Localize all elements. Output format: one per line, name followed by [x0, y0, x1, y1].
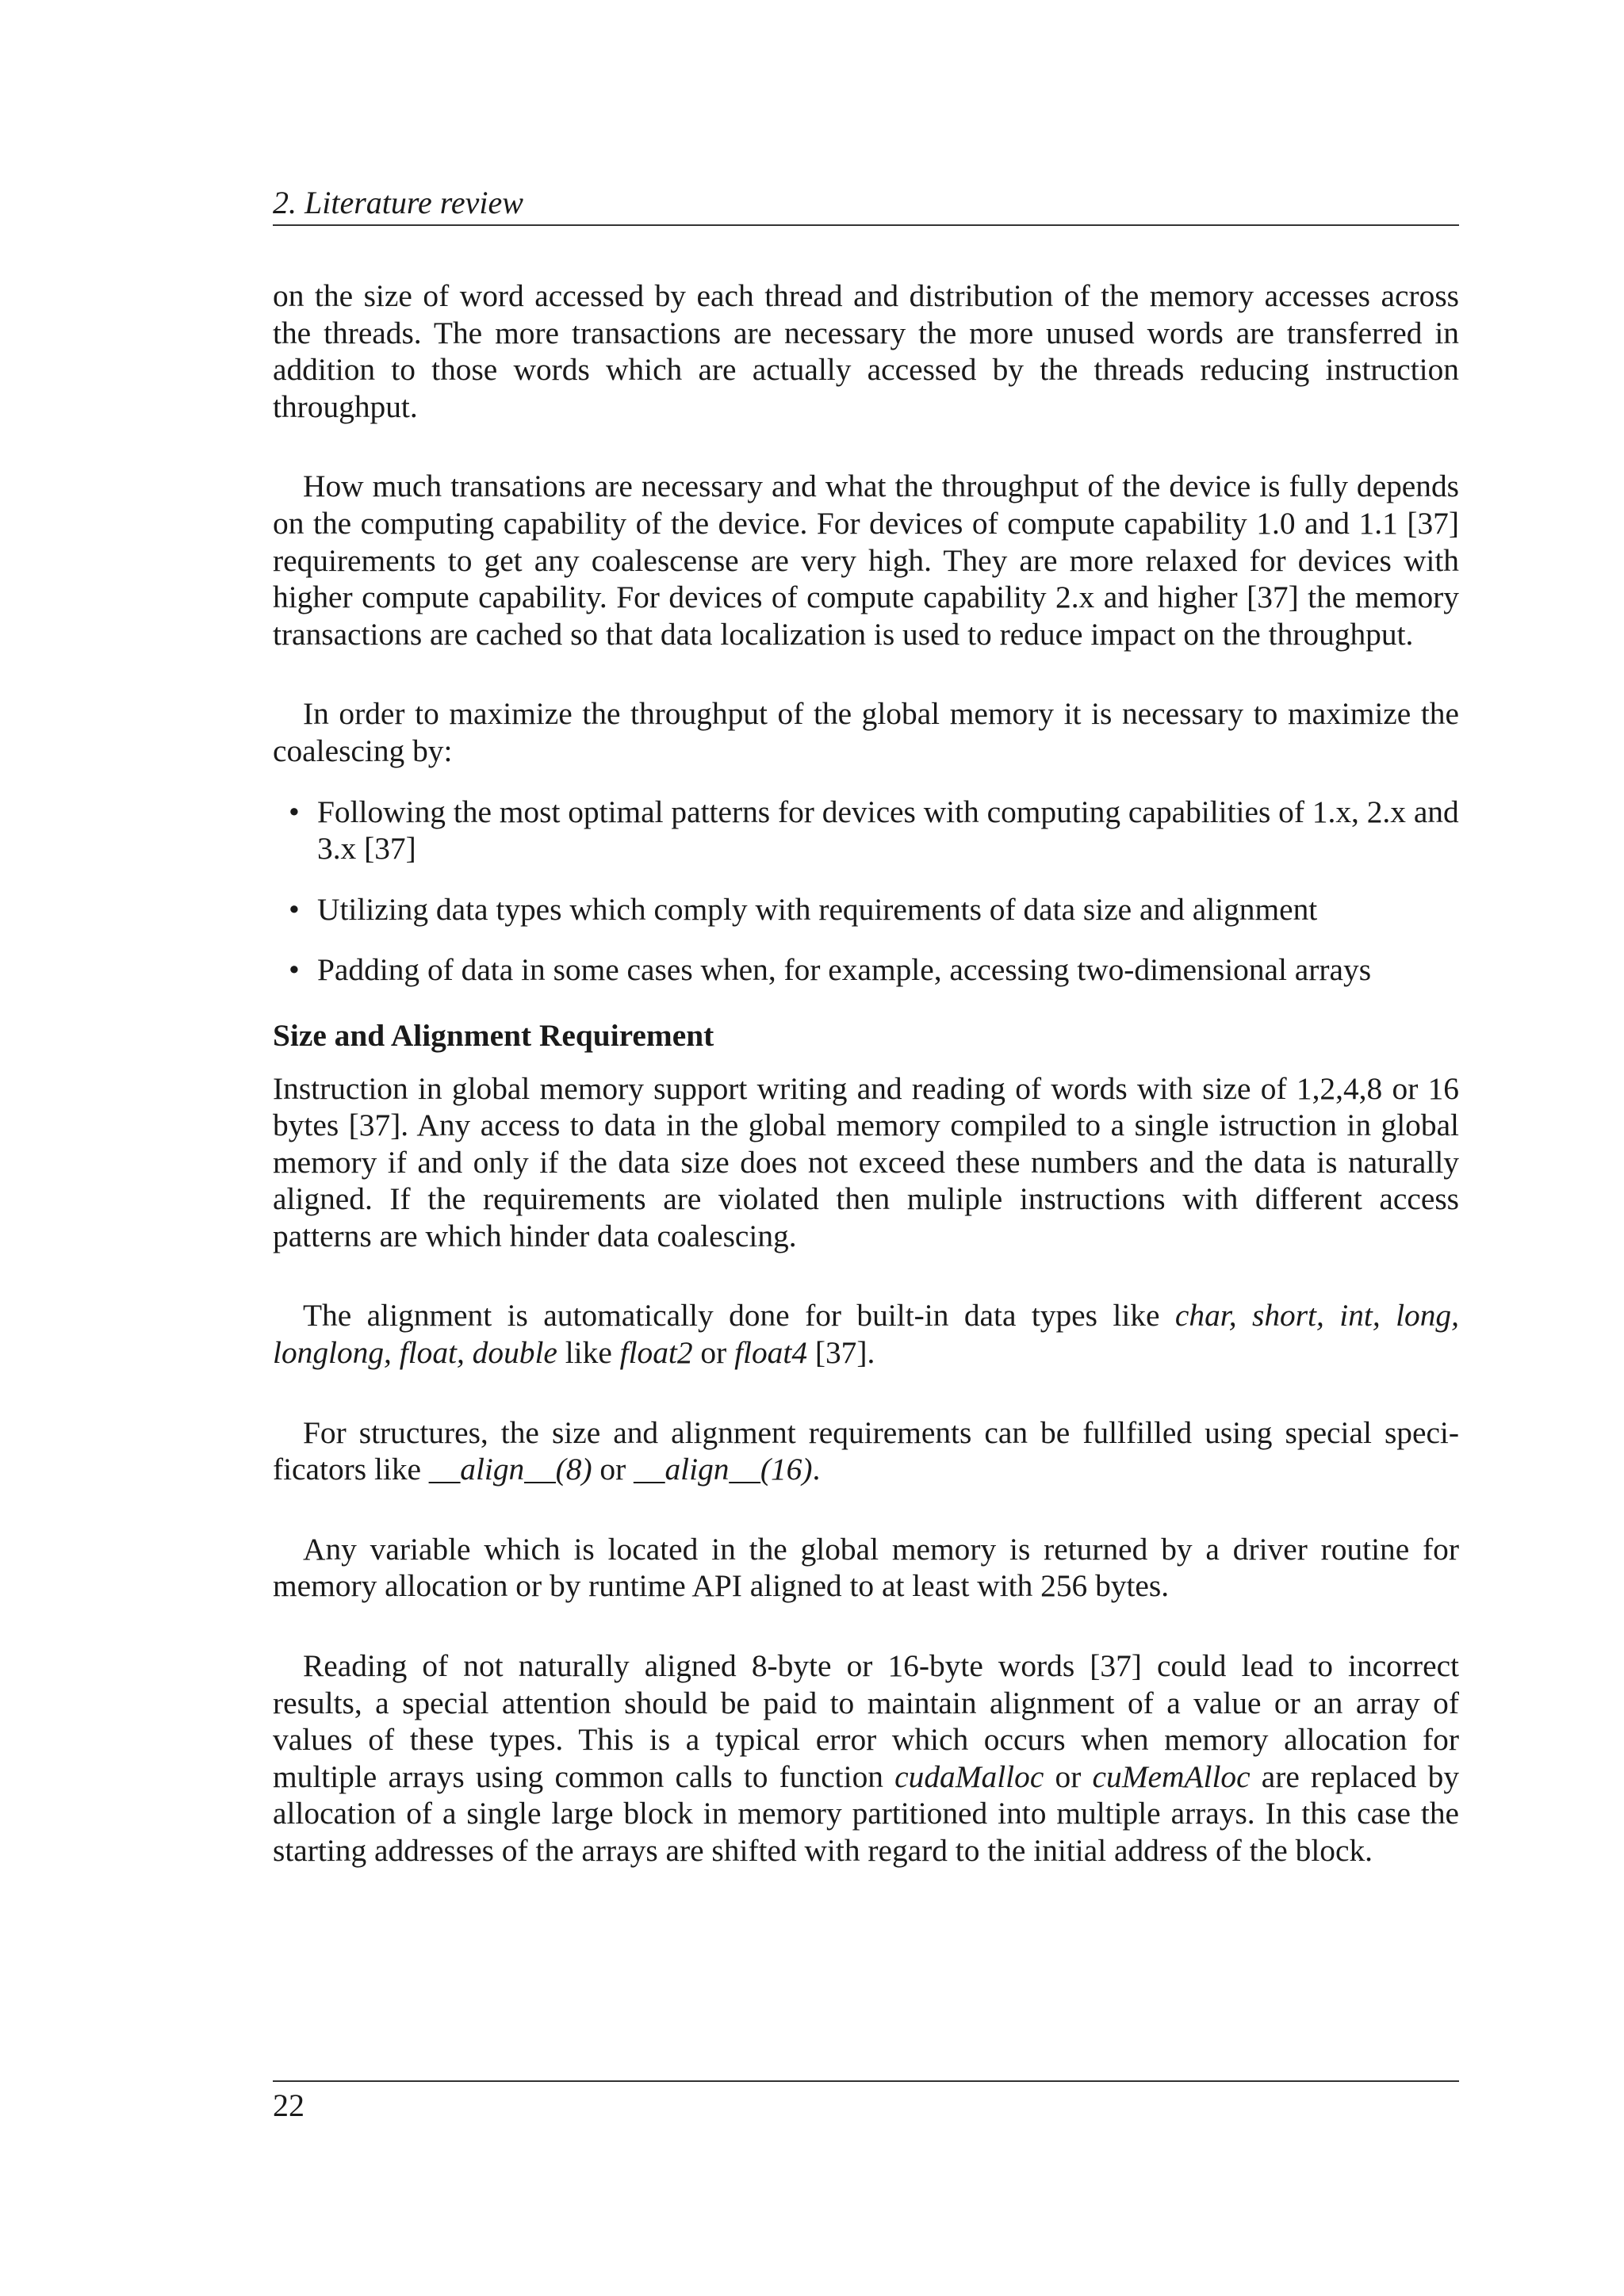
p8-text-b: or: [1044, 1758, 1093, 1794]
paragraph-6: [273, 1414, 1459, 1488]
p8-cudaMalloc: cudaMalloc: [894, 1758, 1044, 1794]
p5-float2: float2: [619, 1335, 693, 1371]
running-header: 2. Literature review: [273, 185, 523, 220]
header-rule: [273, 224, 1459, 226]
paragraph-7: Any variable which is located in the global memory is returned by a driver routine for memory allocation or by runtime API aligned to at least with 256 bytes.: [273, 1531, 1459, 1604]
p6-text-c: .: [812, 1452, 821, 1487]
bullet-item-1: [289, 794, 1459, 867]
p5-float4: float4: [734, 1335, 808, 1371]
bullet-text-3: Padding of data in some cases when, for example, accessing two-dimensional arrays: [317, 952, 1372, 988]
p6-align16: __align__(16): [634, 1452, 813, 1487]
paragraph-3: In order to maximize the throughput of the global memory it is necessary to maximize the coalescing by:: [273, 696, 1459, 768]
document-page: [273, 0, 1459, 2296]
bullet-marker: •: [289, 952, 300, 988]
bullet-marker: •: [289, 891, 300, 927]
paragraph-5: [273, 1297, 1459, 1371]
paragraph-2: How much transations are necessary and what the throughput of the device is fully depends on the computing capability of the device. For devices of compute capability 1.0 and 1.1 [37] requirements to get any coalescense are very high. They are more relaxed for devices with higher compute capability. For devices of compute capability 2.x and higher [37] the memory transactions are cached so that data localization is used to reduce impact on the throughput.: [273, 469, 1459, 652]
p8-cuMemAlloc: cuMemAlloc: [1092, 1758, 1251, 1794]
paragraph-8: [273, 1647, 1459, 1869]
p6-align8: __align__(8): [428, 1452, 592, 1487]
footer-rule: [273, 2080, 1459, 2082]
bullet-list: [273, 794, 1459, 989]
paragraph-1: on the size of word accessed by each thread and distribution of the memory accesses across the threads. The more transactions are necessary the more unused words are transferred in addition to those words which are actually accessed by the threads reducing instruction throughput.: [273, 278, 1459, 424]
p6-text-a: For structures, the size and alignment requirements can be fullfilled using special speci-ficators like: [273, 1414, 1459, 1487]
p6-text-b: or: [592, 1452, 634, 1487]
p5-text-c: or: [692, 1335, 735, 1371]
p5-text-d: [37].: [807, 1335, 875, 1371]
paragraph-4: Instruction in global memory support writing and reading of words with size of 1,2,4,8 or 16 bytes [37]. Any access to data in the global memory compiled to a single istruction in global memory if and only if the data size does not exceed these numbers and the data is naturally aligned. If the requirements are violated then muliple instructions with different access patterns are which hinder data coalescing.: [273, 1070, 1459, 1253]
bullet-text-1: Following the most optimal patterns for devices with computing capabilities of 1.x, 2.x and 3.x [37]: [317, 794, 1459, 867]
p5-text-a: The alignment is automatically done for built-in data types like: [303, 1298, 1175, 1334]
p5-text-b: like: [557, 1335, 620, 1371]
bullet-text-2: Utilizing data types which comply with requirements of data size and alignment: [317, 891, 1318, 927]
body-text: [273, 277, 1459, 1912]
subsection-heading: Size and Alignment Requirement: [273, 1017, 714, 1053]
bullet-item-2: [289, 891, 1459, 928]
p5-builtin-types: char, short, int, long, longlong, float, double: [273, 1298, 1459, 1371]
p8-text-a: Reading of not naturally aligned 8-byte or 16-byte words [37] could lead to incorrect results, a special attention should be paid to maintain alignment of a value or an array of values of these types. This is a typical error which occurs when memory allocation for multiple arrays using common calls to function: [273, 1648, 1459, 1794]
bullet-item-3: [289, 951, 1459, 989]
p8-text-c: are replaced by allocation of a single large block in memory partitioned into multiple arrays. In this case the starting addresses of the arrays are shifted with regard to the initial address of the block.: [273, 1758, 1460, 1868]
bullet-marker: •: [289, 794, 300, 829]
page-number: 22: [273, 2087, 304, 2123]
